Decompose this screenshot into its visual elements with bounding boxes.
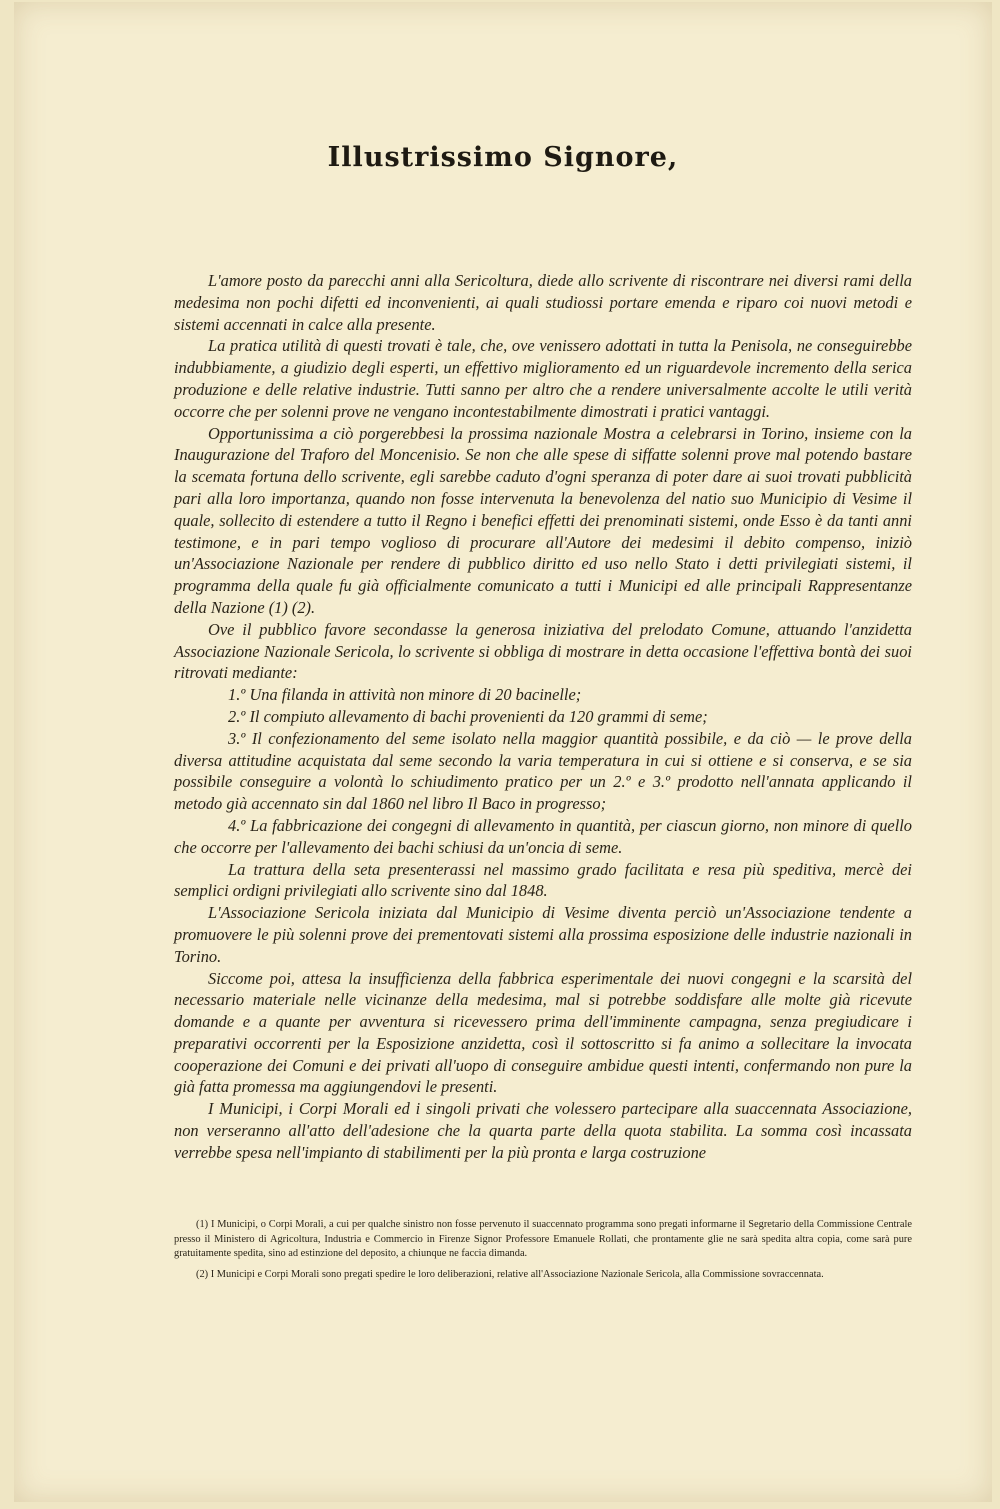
letter-page [14,2,992,1502]
paragraph: Ove il pubblico favore secondasse la generosa iniziativa del prelodato Comune, attuando l'anzidetta Associazione Nazionale Sericola, lo scrivente si obbliga di mostrare in detta occasione l'effettiva bontà dei suoi ritrovati mediante: [174,619,912,683]
letter-title: Illustrissimo Signore, [327,142,679,173]
list-item: 4.º La fabbricazione dei congegni di allevamento in quantità, per ciascun giorno, non minore di quello che occorre per l'allevamento dei bachi schiusi da un'oncia di seme. [174,815,912,857]
paragraph: Siccome poi, attesa la insufficienza della fabbrica esperimentale dei nuovi congegni e la scarsità del necessario materiale nelle vicinanze della medesima, mal si potrebbe soddisfare alle molte già ricevute domande e a quante per avventura si ricevessero prima dell'imminente campagna, senza pregiudicare i preparativi occorrenti per la Esposizione anzidetta, così il sottoscritto si fa animo a sollecitare la invocata cooperazione dei Comuni e dei privati all'uopo di conseguire ambidue questi intenti, confermando non pure la già fatta promessa ma aggiungendovi le presenti. [174,968,912,1097]
paragraph: La pratica utilità di questi trovati è tale, che, ove venissero adottati in tutta la Penisola, ne conseguirebbe indubbiamente, a giudizio degli esperti, un effettivo miglioramento ed un riguardevole incremento della serica produzione e delle relative industrie. Tutti sanno per altro che a rendere universalmente accolte le utili verità occorre che per solenni prove ne vengano incontestabilmente dimostrati i pratici vantaggi. [174,336,912,421]
list-item: 2.º Il compiuto allevamento di bachi provenienti da 120 grammi di seme; [228,706,708,726]
list-item: 3.º Il confezionamento del seme isolato nella maggior quantità possibile, e da ciò — le prove della diversa attitudine acquistata dal seme secondo la varia temperatura in cui si ottiene e si conserva, e se sia possibile conseguire a volontà lo schiudimento pratico per un 2.º e 3.º prodotto nell'annata applicando il metodo già accennato sin dal 1860 nel libro Il Baco in progresso; [174,728,912,814]
letter-body [174,270,912,1164]
list-item: La trattura della seta presenterassi nel massimo grado facilitata e resa più speditiva, mercè dei semplici ordigni privilegiati allo scrivente sino dal 1848. [174,859,912,901]
paragraph: L'Associazione Sericola iniziata dal Municipio di Vesime diventa perciò un'Associazione tendente a promuovere le più solenni prove dei prementovati sistemi alla prossima esposizione delle industrie nazionali in Torino. [174,903,912,966]
footnotes [174,1218,912,1288]
footnote: (1) I Municipi, o Corpi Morali, a cui per qualche sinistro non fosse pervenuto il suaccennato programma sono pregati informarne il Segretario della Commissione Centrale presso il Ministero di Agricoltura, Industria e Commercio in Firenze Signor Professore Emanuele Rollati, che prontamente glie ne sarà spedita altra copia, come sarà pure gratuitamente spedita, sino ad estinzione del deposito, a chiunque ne faccia dimanda. [174,1219,912,1259]
paragraph: L'amore posto da parecchi anni alla Sericoltura, diede allo scrivente di riscontrare nei diversi rami della medesima non pochi difetti ed inconvenienti, ai quali studiossi portare emenda e riparo coi nuovi metodi e sistemi accennati in calce alla presente. [174,271,912,334]
paragraph: Opportunissima a ciò porgerebbesi la prossima nazionale Mostra a celebrarsi in Torino, insieme con la Inaugurazione del Traforo del Moncenisio. Se non che alle spese di siffatte solenni prove mal potendo bastare la scemata fortuna dello scrivente, egli sarebbe caduto d'ogni speranza di poter dare ai suoi trovati pubblicità pari alla loro importanza, quando non fosse intervenuta la benevolenza del natio suo Municipio di Vesime il quale, sollecito di estendere a tutto il Regno i benefici effetti dei prenominati sistemi, onde Esso è da tanti anni testimone, e in pari tempo voglioso di procurare all'Autore dei medesimi il debito compenso, iniziò un'Associazione Nazionale per rendere di pubblico diritto ed uso nello Stato i detti privilegiati sistemi, il programma della quale fu già officialmente comunicato a tutti i Municipi ed alle principali Rappresentanze della Nazione (1) (2). [174,423,912,617]
footnote: (2) I Municipi e Corpi Morali sono pregati spedire le loro deliberazioni, relative all'Associazione Nazionale Sericola, alla Commissione sovraccennata. [196,1268,824,1280]
list-item: 1.º Una filanda in attività non minore di 20 bacinelle; [228,685,582,705]
paragraph: I Municipi, i Corpi Morali ed i singoli privati che volessero partecipare alla suaccennata Associazione, non verseranno all'atto dell'adesione che la quarta parte della quota stabilita. La somma così incassata verrebbe spesa nell'impianto di stabilimenti per la più pronta e larga costruzione [174,1099,912,1162]
